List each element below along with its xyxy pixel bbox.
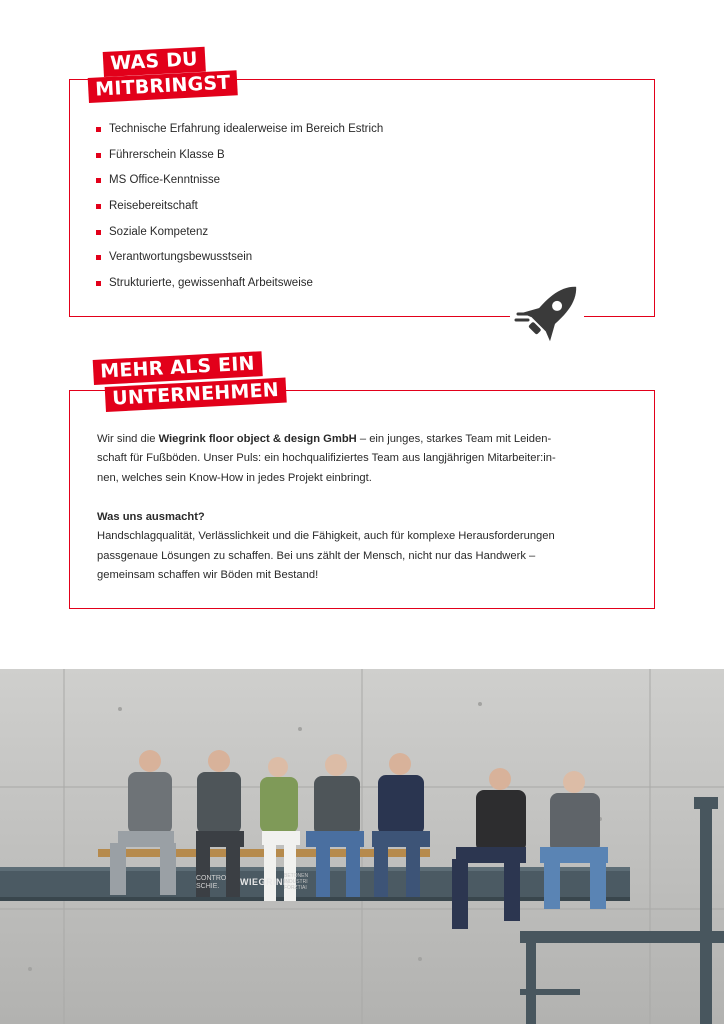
company-heading-line1: MEHR ALS EIN <box>93 351 263 385</box>
bullet-square <box>96 127 101 132</box>
bullet-square <box>96 230 101 235</box>
list-item: Soziale Kompetenz <box>96 224 383 250</box>
list-item: MS Office-Kenntnisse <box>96 172 383 198</box>
values-question: Was uns ausmacht? <box>97 511 205 523</box>
team-photo-illustration <box>0 669 724 1024</box>
bullet-square <box>96 281 101 286</box>
beam-label: WIEGRINK <box>240 877 290 887</box>
beam-tiny-label: BETONEN INDUSTRI FORZTIAI <box>284 873 309 891</box>
company-name: Wiegrink floor object & design GmbH <box>158 433 357 445</box>
list-item: Technische Erfahrung idealerweise im Bereich Estrich <box>96 121 383 147</box>
list-item: Reisebereitschaft <box>96 198 383 224</box>
beam-small-label: CONTRO SCHIE. <box>196 875 227 890</box>
team-photo <box>0 669 724 1024</box>
requirements-list <box>96 121 383 301</box>
bullet-square <box>96 204 101 209</box>
bullet-square <box>96 153 101 158</box>
bullet-square <box>96 255 101 260</box>
list-item: Führerschein Klasse B <box>96 147 383 173</box>
list-item: Strukturierte, gewissenhaft Arbeitsweise <box>96 275 383 301</box>
list-item: Verantwortungsbewusstsein <box>96 249 383 275</box>
company-heading-line2: UNTERNEHMEN <box>105 378 287 412</box>
company-intro: Wir sind die Wiegrink floor object & design GmbH – ein junges, starkes Team mit Leiden- schaft für Fußböden. Unser Puls: ein hochqualifiziertes Team aus langjährigen Mitarbeiter:in- nen, welches sein Know-How in jedes Projekt einbringt. <box>97 433 556 484</box>
requirements-heading-line1: WAS DU <box>103 47 206 77</box>
rocket-icon <box>506 276 590 350</box>
requirements-heading-line2: MITBRINGST <box>88 70 238 103</box>
bullet-square <box>96 178 101 183</box>
company-values: Was uns ausmacht? Handschlagqualität, Verlässlichkeit und die Fähigkeit, auch für komplexe Herausforderungen passgenaue Lösungen zu schaffen. Bei uns zählt der Mensch, nicht nur das Handwerk – gemeinsam schaffen wir Böden mit Bestand! <box>97 511 555 582</box>
